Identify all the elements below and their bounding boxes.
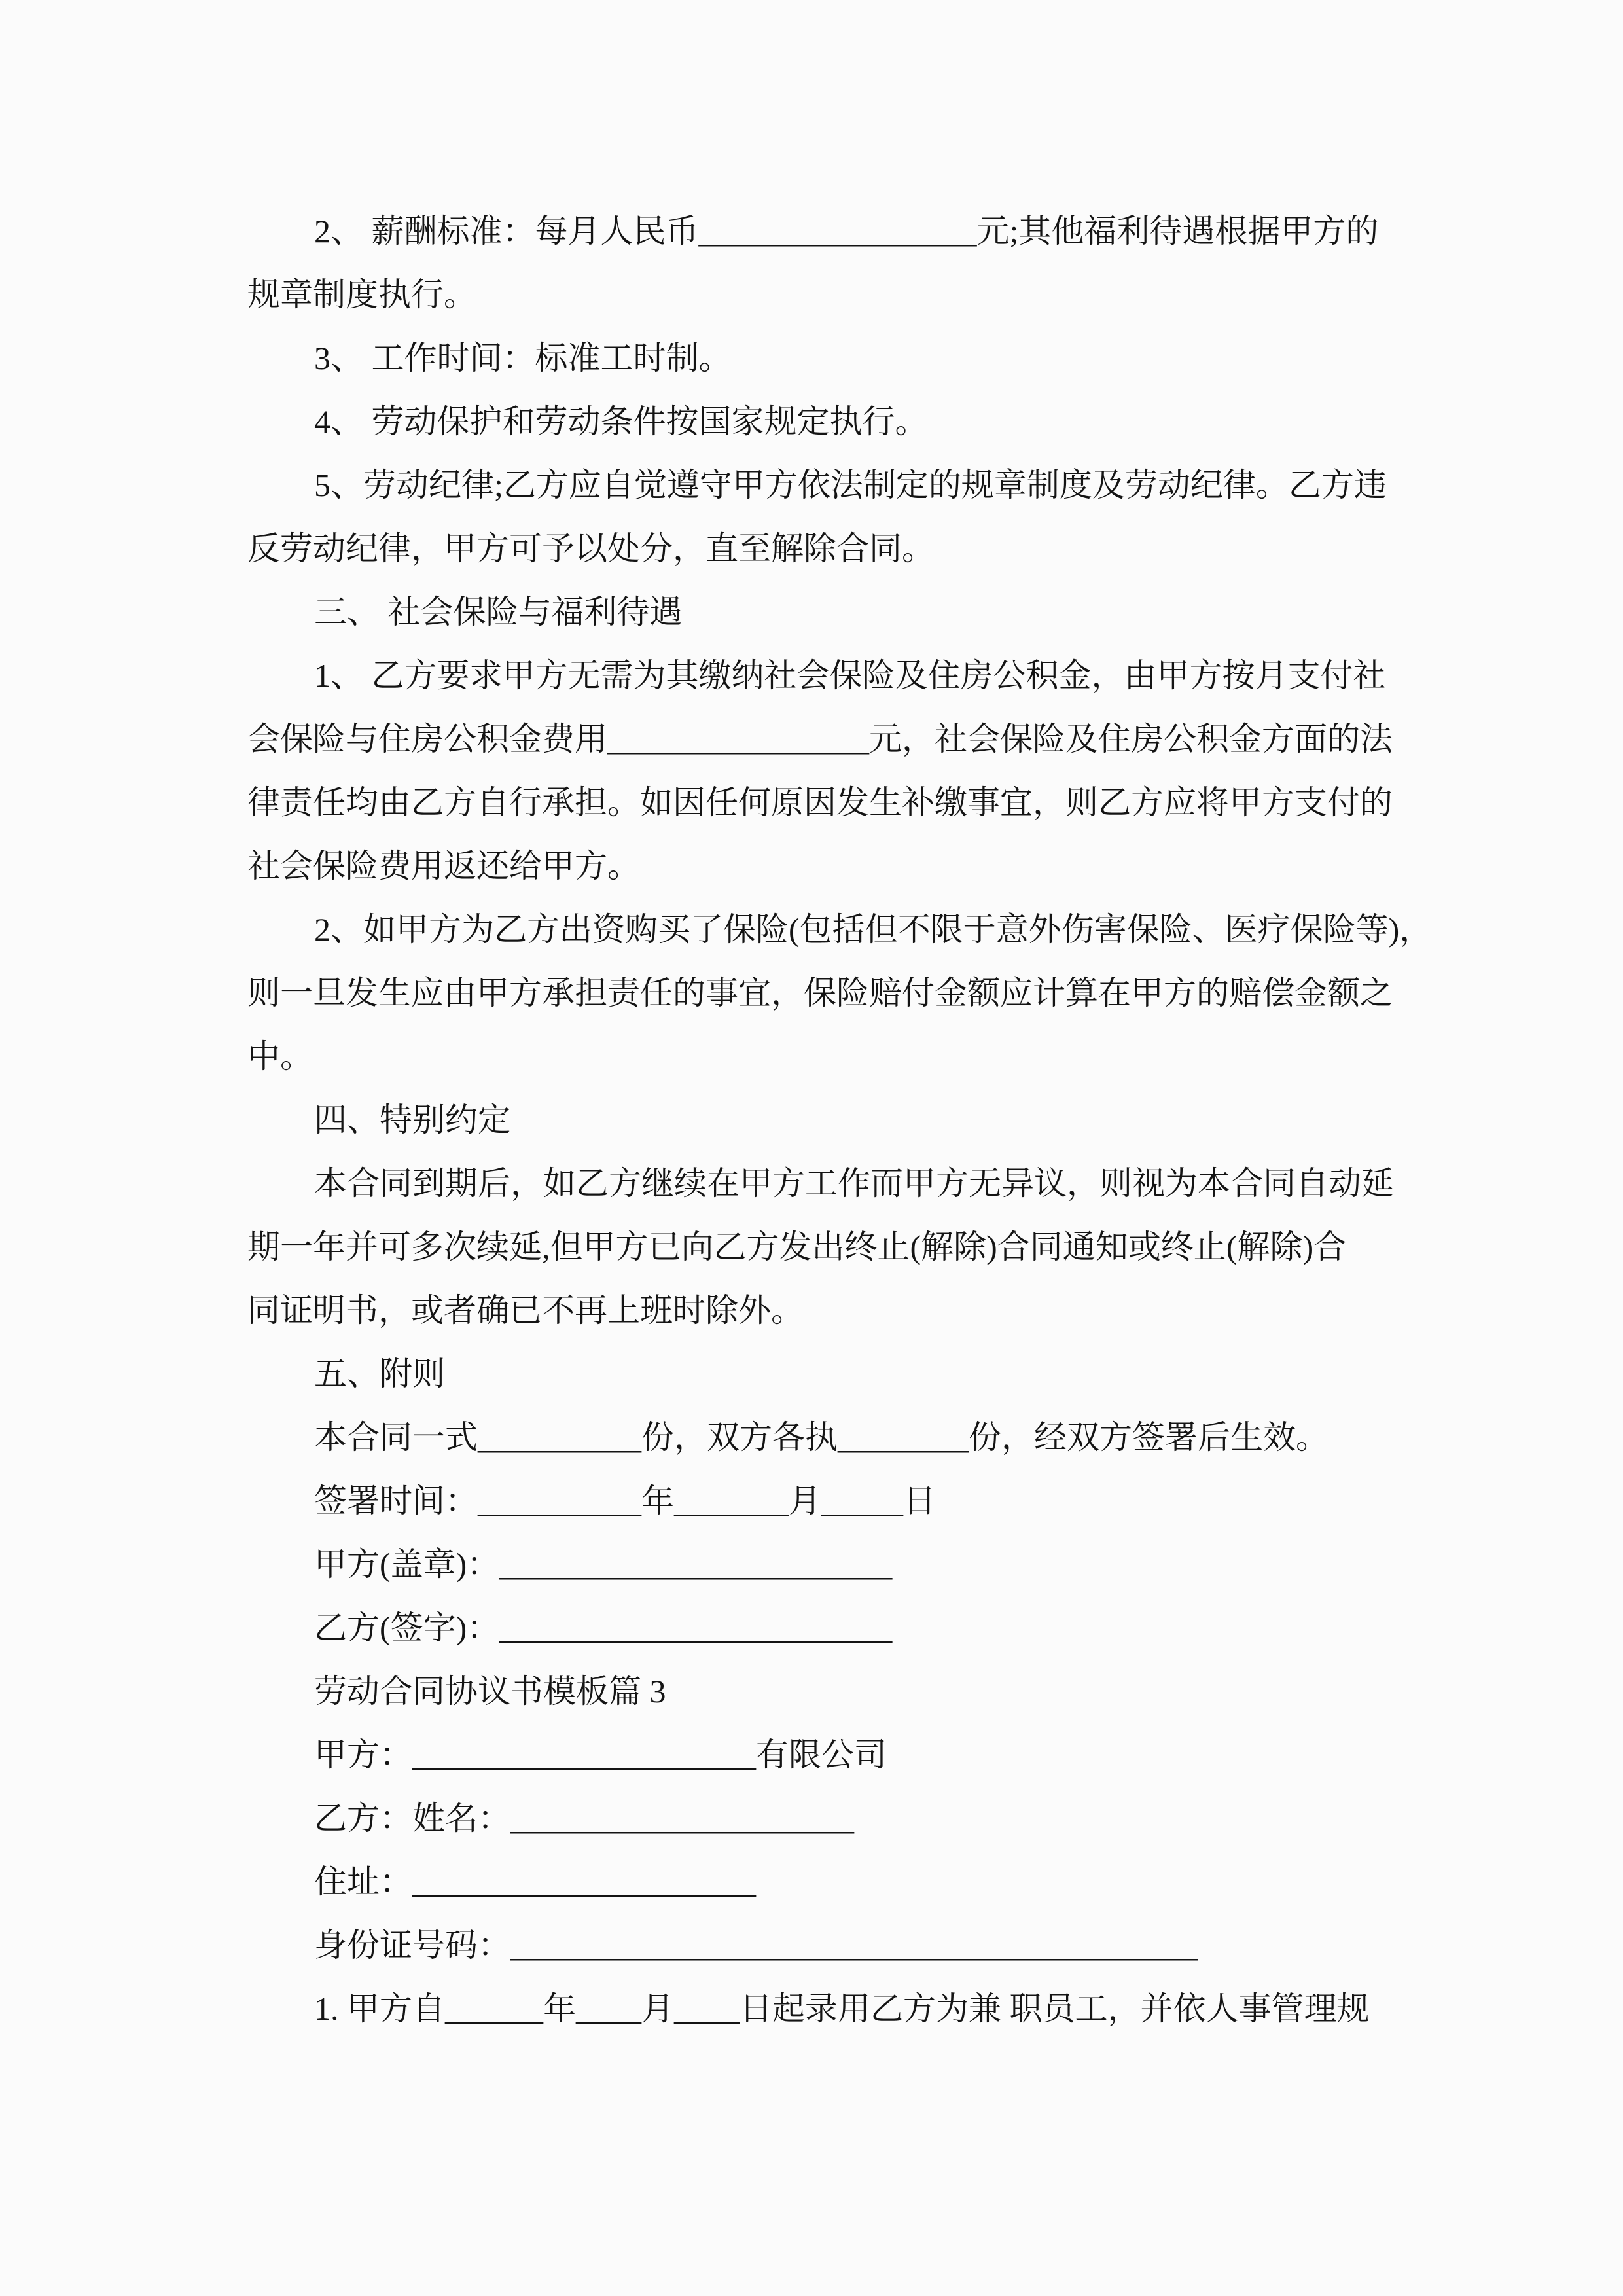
address-line: 住址：_____________________	[314, 1863, 756, 1900]
text-line: 中。	[247, 1038, 313, 1075]
text-line: 规章制度执行。	[247, 276, 476, 313]
party-a-seal-line: 甲方(盖章)：________________________	[314, 1546, 893, 1583]
party-a-line: 甲方：_____________________有限公司	[314, 1736, 887, 1773]
text-line: 期一年并可多次续延,但甲方已向乙方发出终止(解除)合同通知或终止(解除)合	[247, 1229, 1347, 1265]
text-line: 2、 薪酬标准：每月人民币_________________元;其他福利待遇根据甲方的	[314, 213, 1379, 249]
section-heading: 三、 社会保险与福利待遇	[314, 594, 683, 630]
text-line: 本合同到期后，如乙方继续在甲方工作而甲方无异议，则视为本合同自动延	[314, 1165, 1394, 1202]
signature-date-line: 签署时间：__________年_______月_____日	[314, 1482, 936, 1519]
text-line: 1、 乙方要求甲方无需为其缴纳社会保险及住房公积金，由甲方按月支付社	[314, 657, 1386, 694]
text-line: 5、劳动纪律;乙方应自觉遵守甲方依法制定的规章制度及劳动纪律。乙方违	[314, 467, 1387, 503]
section-heading: 五、附则	[314, 1355, 445, 1392]
text-line: 本合同一式__________份，双方各执________份，经双方签署后生效。	[314, 1419, 1329, 1456]
text-line: 会保险与住房公积金费用________________元，社会保险及住房公积金方面的法	[247, 721, 1393, 757]
party-b-sign-line: 乙方(签字)：________________________	[314, 1609, 893, 1646]
section-heading: 四、特别约定	[314, 1102, 510, 1138]
id-number-line: 身份证号码：__________________________________________	[314, 1927, 1198, 1964]
party-b-name-line: 乙方：姓名：_____________________	[314, 1800, 854, 1837]
text-line: 反劳动纪律，甲方可予以处分，直至解除合同。	[247, 530, 935, 567]
text-line: 3、 工作时间：标准工时制。	[314, 340, 732, 376]
text-line: 2、如甲方为乙方出资购买了保险(包括但不限于意外伤害保险、医疗保险等)，	[314, 911, 1433, 948]
contract-text-block	[247, 200, 1433, 2041]
template-title-line: 劳动合同协议书模板篇 3	[314, 1673, 666, 1710]
text-line: 社会保险费用返还给甲方。	[247, 848, 640, 884]
text-line: 律责任均由乙方自行承担。如因任何原因发生补缴事宜，则乙方应将甲方支付的	[247, 784, 1393, 821]
text-line: 则一旦发生应由甲方承担责任的事宜，保险赔付金额应计算在甲方的赔偿金额之	[247, 975, 1393, 1011]
text-line: 4、 劳动保护和劳动条件按国家规定执行。	[314, 403, 928, 440]
text-line: 1. 甲方自______年____月____日起录用乙方为兼 职员工，并依人事管理规	[314, 1990, 1370, 2027]
text-line: 同证明书，或者确已不再上班时除外。	[247, 1292, 804, 1329]
